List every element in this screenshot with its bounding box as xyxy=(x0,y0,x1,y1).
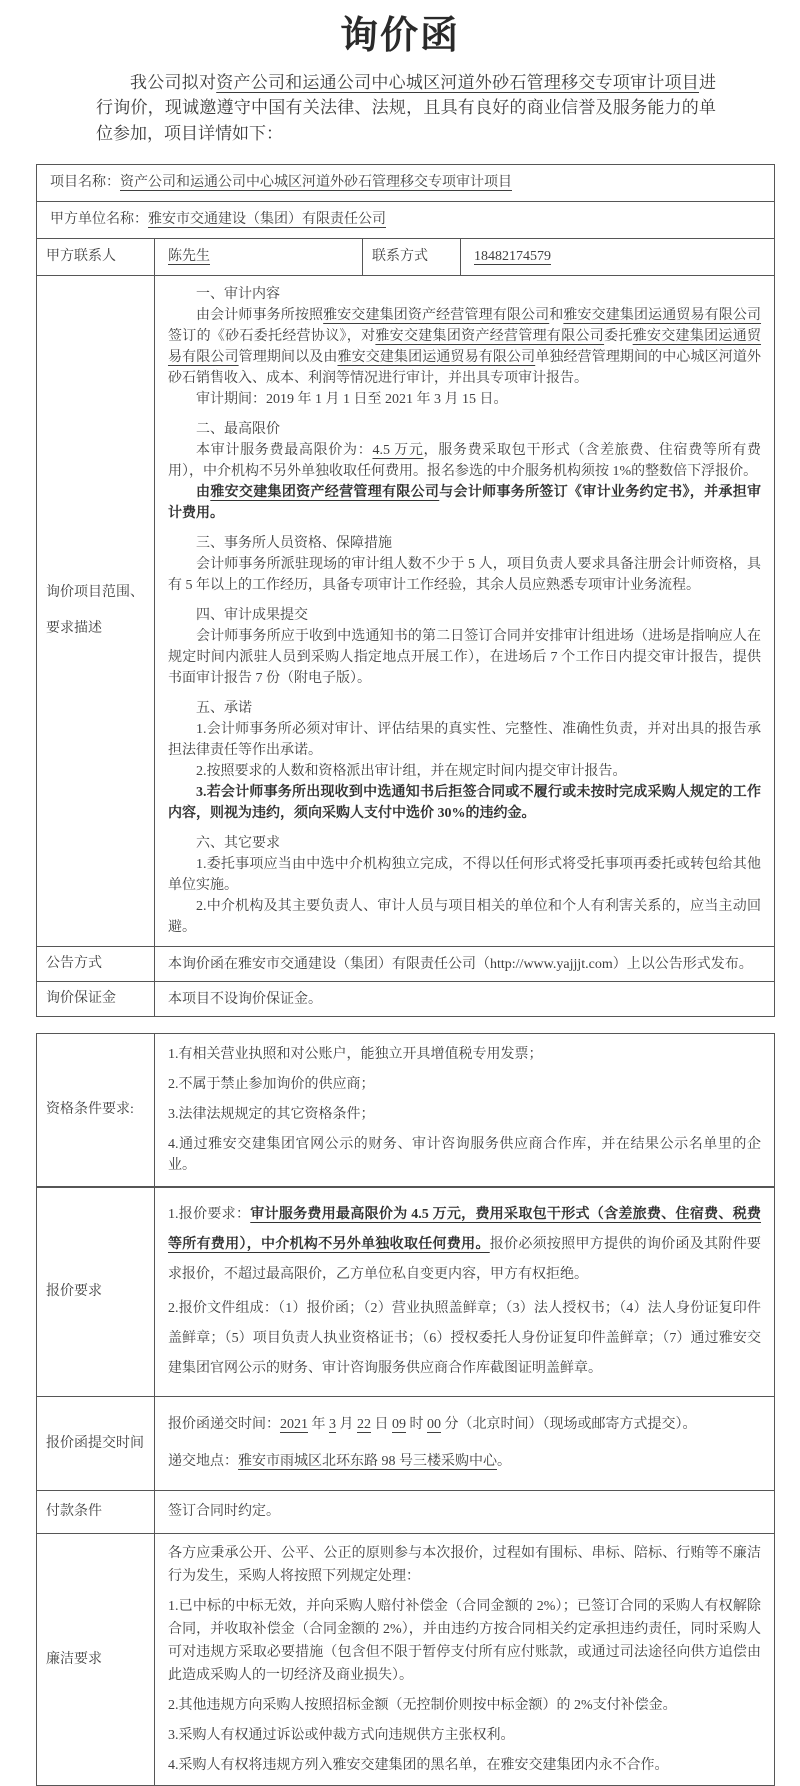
integrity-label: 廉洁要求 xyxy=(37,1534,155,1786)
text-segment: 雅安交建集团资产经营管理有限公司 xyxy=(375,329,605,345)
paragraph xyxy=(168,554,761,596)
payment-label: 付款条件 xyxy=(37,1491,155,1534)
text-segment: 3.采购人有权通过诉讼或仲裁方式向违规供方主张权利。 xyxy=(168,1728,515,1744)
text-segment: 18482174579 xyxy=(474,249,551,265)
text-segment: 。 xyxy=(497,1454,511,1470)
scope-label: 询价项目范围、要求描述 xyxy=(37,276,155,947)
text-segment: 3.若会计师事务所出现收到中选通知书后拒签合同或不履行或未按时完成采购人规定的工作内容，则视为违约，须向采购人支付中选价 30%的违约金。 xyxy=(168,785,761,822)
text-segment: 报价函递交时间： xyxy=(168,1417,280,1433)
contact-name-cell xyxy=(155,239,363,276)
paragraph xyxy=(168,1595,761,1687)
paragraph xyxy=(168,482,761,524)
submission-content-cell xyxy=(155,1397,775,1491)
paragraph xyxy=(168,761,761,782)
paragraph xyxy=(168,1754,761,1777)
text-segment: 雅安交建集团资产经营管理有限公司 xyxy=(210,485,440,501)
text-segment: 项目名称： xyxy=(50,175,120,191)
scope-row xyxy=(37,276,775,947)
text-segment: 三、事务所人员资格、保障措施 xyxy=(196,536,392,552)
text-segment: 会计师事务所应于收到中选通知书的第二日签订合同并安排审计组进场（进场是指响应人在规定时间内派驻人员到采购人指定地点开展工作），在进场后 7 个工作日内提交审计报告，提供书面审计报告 7 份（附电子版）。 xyxy=(168,629,761,687)
text-segment: 1.已中标的中标无效，并向采购人赔付补偿金（合同金额的 2%）；已签订合同的采购人有权解除合同，并收取补偿金（合同金额的 2%），并由违约方按合同相关约定承担违约责任，同时采购人可对违规方采取必要措施（包含但不限于暂停支付所有应付账款，或通过司法途径向供方追偿由此造成采购人的一切经济及商业损失）。 xyxy=(168,1599,761,1684)
text-segment: 委托 xyxy=(604,329,633,345)
paragraph xyxy=(168,1044,761,1065)
text-segment: 2.报价文件组成：（1）报价函；（2）营业执照盖鲜章；（3）法人授权书；（4）法人身份证复印件盖鲜章；（5）项目负责人执业资格证书；（6）授权委托人身份证复印件盖鲜章；（7）通过雅安交建集团官网公示的财务、审计咨询服务供应商合作库截图证明盖鲜章。 xyxy=(168,1301,761,1377)
qualification-content-cell xyxy=(155,1034,775,1188)
paragraph xyxy=(168,305,761,389)
project-name-row xyxy=(37,165,775,202)
payment-row xyxy=(37,1491,775,1534)
text-segment: 本审计服务费最高限价为： xyxy=(196,443,373,459)
text-segment: 雅安交建集团运通贸易有限公司 xyxy=(337,350,536,366)
project-name-cell xyxy=(37,165,775,202)
text-segment: 09 xyxy=(392,1417,406,1433)
requirements-table xyxy=(36,1033,775,1786)
text-segment: 与会计师事务所签订《审计业务约定书》，并承担审计费用。 xyxy=(168,485,762,522)
text-segment: ，服务费采取包干形式（含差旅费、住宿费等所有费用），中介机构不另外单独收取任何费用。报名参选的中介服务机构须按 1%的整数倍下浮报价。 xyxy=(168,443,762,480)
text-segment: 甲方单位名称： xyxy=(50,212,148,228)
paragraph xyxy=(168,1724,761,1747)
paragraph xyxy=(168,1542,761,1588)
text-segment: 雅安市交通建设（集团）有限责任公司 xyxy=(148,212,386,228)
text-segment: 由会计师事务所按照 xyxy=(196,308,324,324)
paragraph xyxy=(168,1134,761,1176)
text-segment: 进行询价，现诚邀遵守中国有关法律、法规，且具有良好的商业信誉及服务能力的单位参加，项目详情如下： xyxy=(96,72,717,143)
qualification-row xyxy=(37,1034,775,1188)
text-segment: 1.报价要求： xyxy=(168,1207,251,1223)
text-segment: 2.不属于禁止参加询价的供应商； xyxy=(168,1077,375,1093)
text-segment: 四、审计成果提交 xyxy=(196,608,308,624)
text-segment: 3 xyxy=(329,1417,336,1433)
paragraph xyxy=(168,440,761,482)
paragraph xyxy=(168,284,761,305)
paragraph xyxy=(168,1074,761,1095)
paragraph xyxy=(168,419,761,440)
party-a-row xyxy=(37,202,775,239)
text-segment: 日 xyxy=(371,1417,392,1433)
text-segment: 一、审计内容 xyxy=(196,287,280,303)
text-segment: 雅安交建集团资产经营管理有限公司 xyxy=(323,308,550,324)
submission-row xyxy=(37,1397,775,1491)
integrity-content-cell xyxy=(155,1534,775,1786)
deposit-row xyxy=(37,982,775,1017)
quotation-label: 报价要求 xyxy=(37,1187,155,1397)
text-segment: 22 xyxy=(357,1417,371,1433)
text-segment: 二、最高限价 xyxy=(196,422,280,438)
text-segment: 五、承诺 xyxy=(196,701,252,717)
text-segment: 月 xyxy=(336,1417,357,1433)
paragraph xyxy=(168,626,761,689)
submission-label: 报价函提交时间 xyxy=(37,1397,155,1491)
text-segment: 3.法律法规规定的其它资格条件； xyxy=(168,1107,375,1123)
text-segment: 报价必须按照甲方提供的询价函及其附件要求报价，不超过最高限价，乙方单位私自变更内容，甲方有权拒绝。 xyxy=(168,1237,762,1283)
announcement-label: 公告方式 xyxy=(37,947,155,982)
paragraph xyxy=(168,1294,761,1384)
text-segment: 资产公司和运通公司中心城区河道外砂石管理移交专项审计项目 xyxy=(216,72,700,92)
table-gap xyxy=(0,1017,800,1033)
info-table xyxy=(36,164,775,1017)
text-segment: 分（北京时间）（现场或邮寄方式提交）。 xyxy=(441,1417,697,1433)
paragraph xyxy=(168,698,761,719)
payment-content-cell: 签订合同时约定。 xyxy=(155,1491,775,1534)
text-segment: 管理期间以及由 xyxy=(238,350,338,366)
announcement-row xyxy=(37,947,775,982)
text-segment: 审计服务费用最高限价为 4.5 万元，费用采取包干形式（含差旅费、住宿费、税费等所有费用），中介机构不另外单独收取任何费用。 xyxy=(168,1207,762,1253)
paragraph xyxy=(168,605,761,626)
text-segment: 2.中介机构及其主要负责人、审计人员与项目相关的单位和个人有利害关系的，应当主动回避。 xyxy=(168,899,761,936)
text-segment: 年 xyxy=(308,1417,329,1433)
contact-phone-cell xyxy=(461,239,775,276)
deposit-content-cell: 本项目不设询价保证金。 xyxy=(155,982,775,1017)
text-segment: 雅安交建集团运通贸易有限公司 xyxy=(168,329,762,366)
text-segment: 陈先生 xyxy=(168,249,210,265)
paragraph xyxy=(168,1694,761,1717)
text-segment: 1.委托事项应当由中选中介机构独立完成，不得以任何形式将受托事项再委托或转包给其他单位实施。 xyxy=(168,857,761,894)
text-segment: 1.会计师事务所必须对审计、评估结果的真实性、完整性、准确性负责，并对出具的报告承担法律责任等作出承诺。 xyxy=(168,722,761,759)
text-segment: 单独经营管理期间的中心城区河道外砂石销售收入、成本、利润等情况进行审计，并出具专项审计报告。 xyxy=(168,350,762,387)
text-segment: 雅安市雨城区北环东路 98 号三楼采购中心 xyxy=(238,1454,497,1470)
page-title: 询价函 xyxy=(339,15,460,57)
text-segment: 2.按照要求的人数和资格派出审计组，并在规定时间内提交审计报告。 xyxy=(196,764,627,780)
text-segment: 和 xyxy=(549,308,564,324)
paragraph xyxy=(168,833,761,854)
paragraph xyxy=(168,1104,761,1125)
paragraph xyxy=(168,533,761,554)
deposit-label: 询价保证金 xyxy=(37,982,155,1017)
contact-row xyxy=(37,239,775,276)
contact-label: 甲方联系人 xyxy=(37,239,155,276)
text-segment: 4.5 万元 xyxy=(372,443,424,459)
paragraph xyxy=(168,389,761,410)
text-segment: 递交地点： xyxy=(168,1454,238,1470)
paragraph xyxy=(168,1410,761,1440)
qualification-label: 资格条件要求: xyxy=(37,1034,155,1188)
text-segment: 00 xyxy=(427,1417,441,1433)
text-segment: 我公司拟对 xyxy=(130,72,217,92)
text-segment: 1.有相关营业执照和对公账户，能独立开具增值税专用发票； xyxy=(168,1047,543,1063)
text-segment: 各方应秉承公开、公平、公正的原则参与本次报价，过程如有围标、串标、陪标、行贿等不廉洁行为发生，采购人将按照下列规定处理： xyxy=(168,1546,761,1585)
text-segment: 审计期间：2019 年 1 月 1 日至 2021 年 3 月 15 日。 xyxy=(196,392,508,408)
text-segment: 4.通过雅安交建集团官网公示的财务、审计咨询服务供应商合作库，并在结果公示名单里的企业。 xyxy=(168,1137,761,1174)
contact-method-label: 联系方式 xyxy=(363,239,461,276)
paragraph xyxy=(168,1447,761,1477)
text-segment: 4.采购人有权将违规方列入雅安交建集团的黑名单，在雅安交建集团内永不合作。 xyxy=(168,1758,669,1774)
paragraph xyxy=(168,854,761,896)
paragraph xyxy=(168,719,761,761)
text-segment: 签订的《砂石委托经营协议》，对 xyxy=(168,329,376,345)
text-segment: 资产公司和运通公司中心城区河道外砂石管理移交专项审计项目 xyxy=(120,175,512,191)
text-segment: 时 xyxy=(406,1417,427,1433)
text-segment: 会计师事务所派驻现场的审计组人数不少于 5 人，项目负责人要求具备注册会计师资格，具有 5 年以上的工作经历，具备专项审计工作经验，其余人员应熟悉专项审计业务流程。 xyxy=(168,557,761,594)
text-segment: 六、其它要求 xyxy=(196,836,280,852)
text-segment: 2021 xyxy=(280,1417,308,1433)
quotation-row xyxy=(37,1187,775,1397)
announcement-content-cell: 本询价函在雅安市交通建设（集团）有限责任公司（http://www.yajjjt.com）上以公告形式发布。 xyxy=(155,947,775,982)
paragraph xyxy=(168,782,761,824)
scope-content-cell xyxy=(155,276,775,947)
intro-paragraph xyxy=(96,70,716,147)
quotation-content-cell xyxy=(155,1187,775,1397)
text-segment: 雅安交建集团运通贸易有限公司 xyxy=(563,308,762,324)
integrity-row xyxy=(37,1534,775,1786)
text-segment: 由 xyxy=(196,485,211,501)
paragraph xyxy=(168,896,761,938)
party-a-name-cell xyxy=(37,202,775,239)
paragraph xyxy=(168,1200,761,1290)
text-segment: 2.其他违规方向采购人按照招标金额（无控制价则按中标金额）的 2%支付补偿金。 xyxy=(168,1698,677,1714)
